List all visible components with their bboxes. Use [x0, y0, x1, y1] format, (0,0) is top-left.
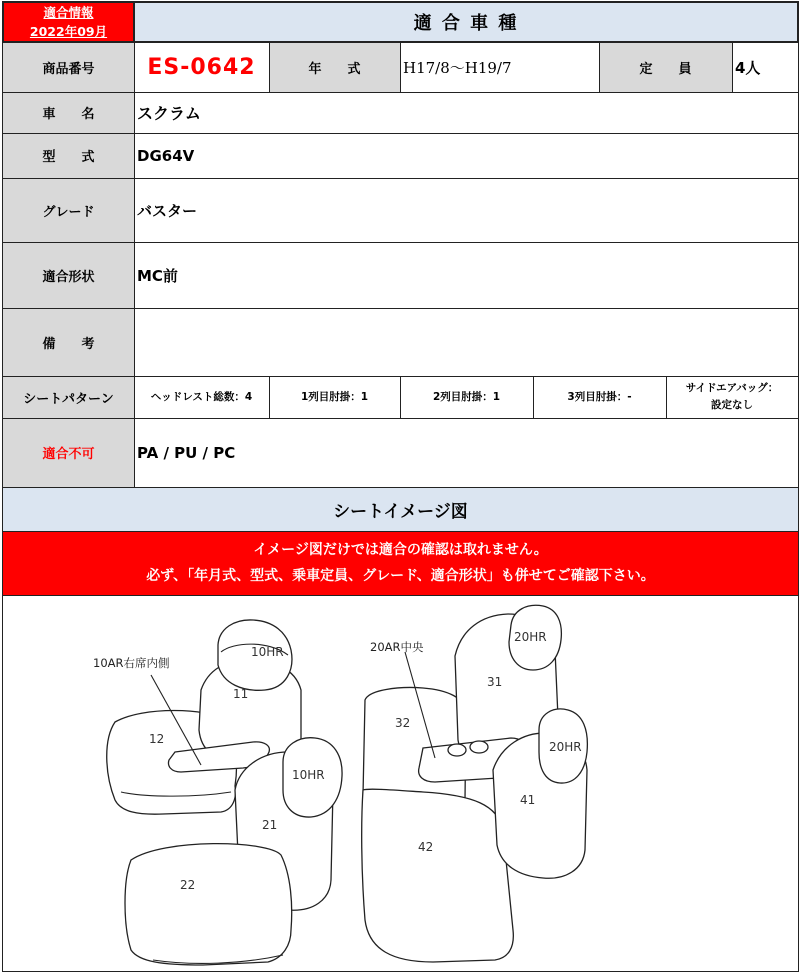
- model-text: DG64V: [137, 146, 195, 165]
- car-name-text: スクラム: [137, 104, 201, 123]
- seat-diagram: [3, 596, 798, 971]
- rule: [134, 1, 135, 487]
- cupholder-b: [470, 741, 488, 753]
- headrest-text: ヘッドレスト総数：4: [150, 390, 253, 403]
- badge-date: 2022年09月: [29, 24, 108, 39]
- seat-pattern-label-text: シートパターン: [23, 391, 114, 407]
- image-section-title-text: シートイメージ図: [333, 501, 468, 522]
- car-name-label-text: 車 名: [42, 107, 95, 122]
- row3-armrest-text: 3列目肘掛：-: [567, 390, 632, 403]
- label-32: 32: [395, 716, 411, 730]
- rule: [732, 42, 733, 92]
- grade-label-text: グレード: [42, 204, 95, 220]
- seat-22-cushion: [125, 844, 292, 965]
- incompatible-label-text: 適合不可: [42, 447, 95, 462]
- label-12: 12: [149, 732, 165, 746]
- row1-armrest-text: 1列目肘掛：1: [300, 390, 369, 403]
- product-no-text: ES-0642: [147, 54, 256, 80]
- shape-label-text: 適合形状: [42, 269, 95, 285]
- seat-42-cushion: [362, 789, 514, 962]
- rule: [2, 242, 799, 243]
- rule: [2, 178, 799, 179]
- label-41: 41: [520, 793, 536, 807]
- label-31: 31: [487, 675, 503, 689]
- incompatible-text: PA / PU / PC: [137, 443, 236, 462]
- rule: [269, 42, 270, 92]
- callout-10ar: 10AR右席内側: [93, 656, 170, 670]
- warning-line1: イメージ図だけでは適合の確認は取れません。: [253, 542, 548, 558]
- year-label-text: 年 式: [308, 61, 361, 77]
- label-20hr-b: 20HR: [549, 740, 582, 754]
- rule: [2, 487, 799, 488]
- grade-text: バスター: [137, 202, 198, 220]
- rule: [400, 376, 401, 418]
- label-10hr-b: 10HR: [292, 768, 325, 782]
- capacity-label-text: 定 員: [639, 61, 692, 77]
- rule: [2, 531, 799, 532]
- header-title-text: 適 合 車 種: [413, 13, 519, 34]
- rule: [666, 376, 667, 418]
- side-airbag-line2: 設定なし: [711, 399, 753, 411]
- notes-label-text: 備 考: [42, 336, 95, 352]
- rule: [599, 42, 600, 92]
- row2-armrest-text: 2列目肘掛：1: [432, 390, 501, 403]
- rule: [400, 42, 401, 92]
- rule: [2, 418, 799, 419]
- rule: [2, 133, 799, 134]
- rule: [533, 376, 534, 418]
- label-20hr-a: 20HR: [514, 630, 547, 644]
- label-10hr-a: 10HR: [251, 645, 284, 659]
- rule: [2, 308, 799, 309]
- shape-text: MC前: [137, 266, 178, 285]
- product-no-label-text: 商品番号: [42, 61, 95, 77]
- callout-20ar: 20AR中央: [370, 640, 424, 654]
- label-11: 11: [233, 687, 249, 701]
- label-22: 22: [180, 878, 196, 892]
- model-label-text: 型 式: [42, 150, 95, 165]
- capacity-value-text: 4人: [735, 58, 761, 77]
- label-42: 42: [418, 840, 434, 854]
- side-airbag-line1: サイドエアバッグ：: [685, 382, 779, 395]
- cupholder-a: [448, 744, 466, 756]
- label-21: 21: [262, 818, 278, 832]
- rule: [2, 92, 799, 93]
- rule: [269, 376, 270, 418]
- year-value-text: H17/8〜H19/7: [403, 58, 512, 77]
- warning-line2: 必ず、「年月式、型式、乗車定員、グレード、適合形状」も併せてご確認下さい。: [146, 568, 655, 584]
- badge-title: 適合情報: [43, 5, 94, 20]
